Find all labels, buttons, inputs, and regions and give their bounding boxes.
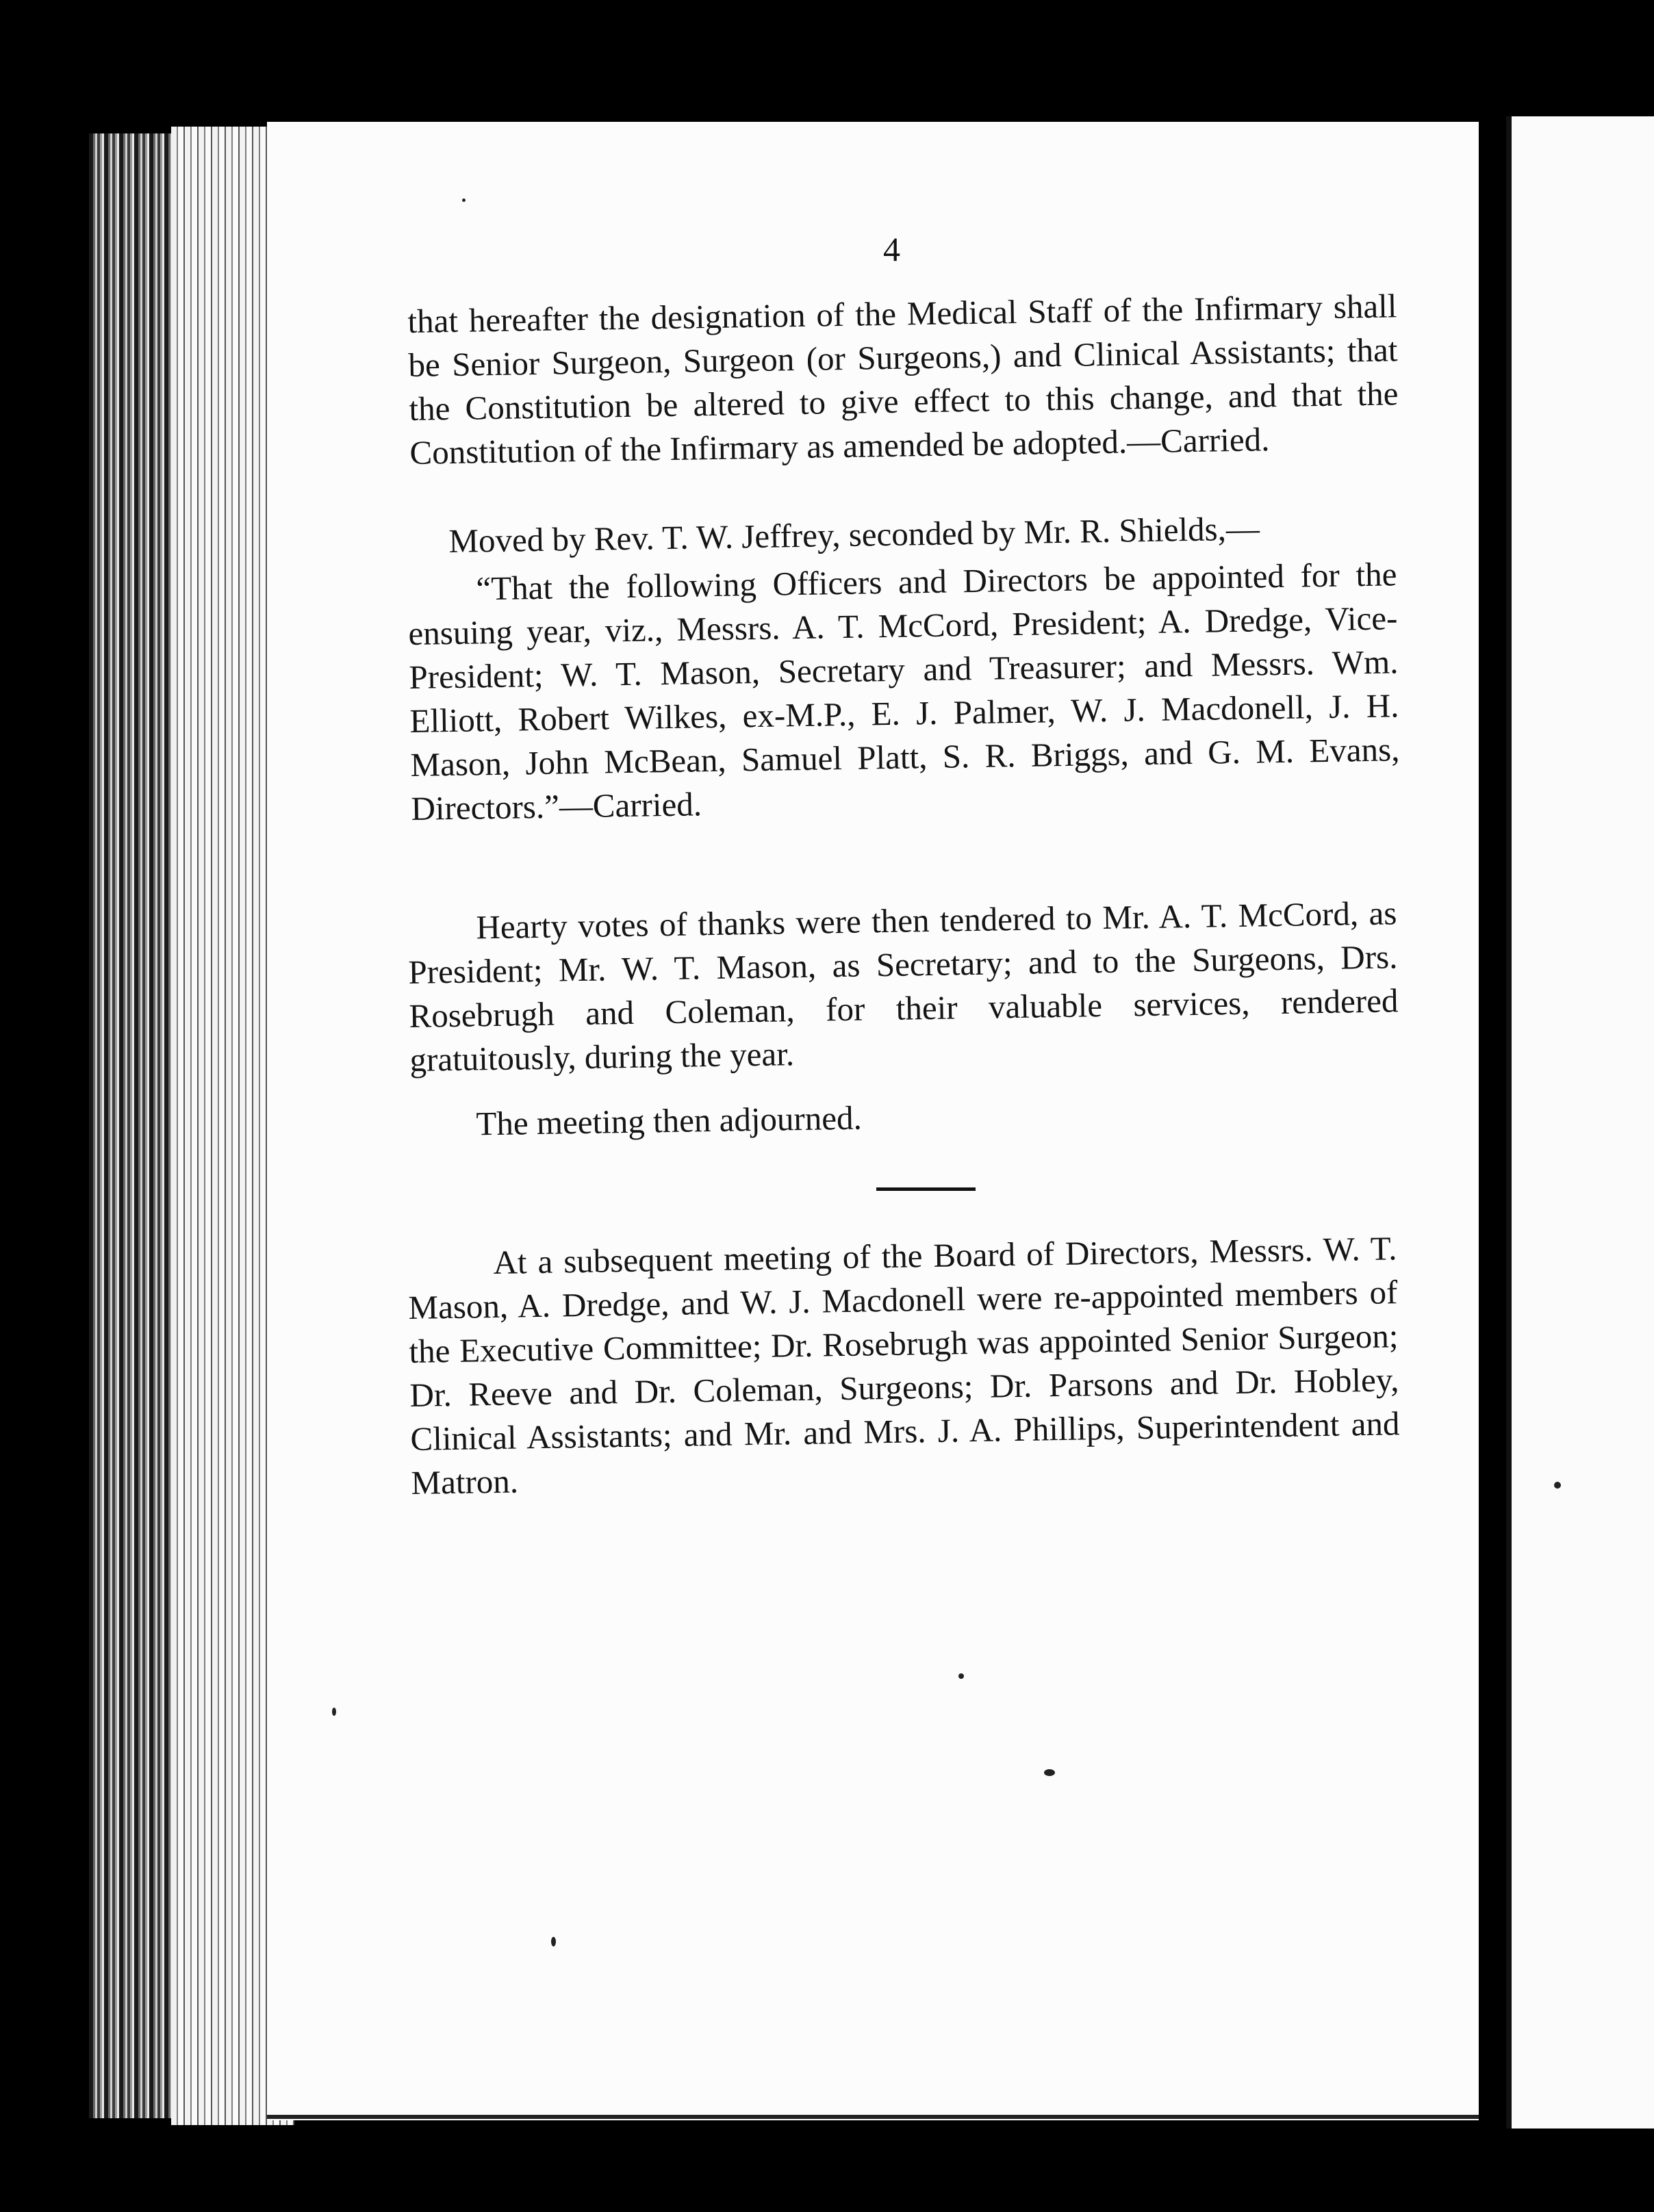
next-page-edge [1506,116,1654,2129]
paragraph-officers: “That the following Officers and Directors be appointed for the ensuing year, viz., Messrs. A. T. McCord, President; A. Dredge, Vice-President; W. T. Mason, Secretary and Treasurer; and Messrs. Wm. Elliott, Robert Wilkes, ex-M.P., E. J. Palmer, W. J. Macdonell, J. H. Mason, John McBean, Samuel Platt, S. R. Briggs, and G. M. Evans, Directors.”—Carried. [408,555,1400,827]
scan-speck [332,1708,336,1716]
paragraph-subsequent: At a subsequent meeting of the Board of Directors, Messrs. W. T. Mason, A. Dredge, and W. J. Macdonell were re-appointed members of the Executive Committee; Dr. Rosebrugh was appointed Senior Surgeon; Dr. Reeve and Dr. Coleman, Surgeons; Dr. Parsons and Dr. Hobley, Clinical Assistants; and Mr. and Mrs. J. A. Phillips, Superintendent and Matron. [408,1229,1400,1502]
paragraph-adjourned: The meeting then adjourned. [476,1098,863,1143]
page-bottom-edge [267,2115,1482,2119]
page-number: 4 [883,230,900,268]
scan-speck [1554,1482,1561,1489]
scan-speck [1044,1769,1055,1776]
section-divider [876,1187,976,1191]
paragraph-resolution: that hereafter the designation of the Medical Staff of the Infirmary shall be Senior Surgeon, Surgeon (or Surgeons,) and Clinical Assistants; that the Constitution be altered to give effect to this change, and that the Constitution of the Infirmary as amended be adopted.—Carried. [407,287,1399,472]
binding-gutter [1479,116,1506,2129]
paragraph-thanks: Hearty votes of thanks were then tendered to Mr. A. T. McCord, as President; Mr. W. T. Mason, as Secretary; and to the Surgeons, Drs. Rosebrugh and Coleman, for their valuable services, rendered gratuitously, during the year. [408,894,1399,1079]
scan-speck [551,1937,556,1946]
scan-speck [958,1673,964,1679]
paragraph-moved: Moved by Rev. T. W. Jeffrey, seconded by Mr. R. Shields,— [448,509,1260,561]
scan-speck [462,198,466,202]
